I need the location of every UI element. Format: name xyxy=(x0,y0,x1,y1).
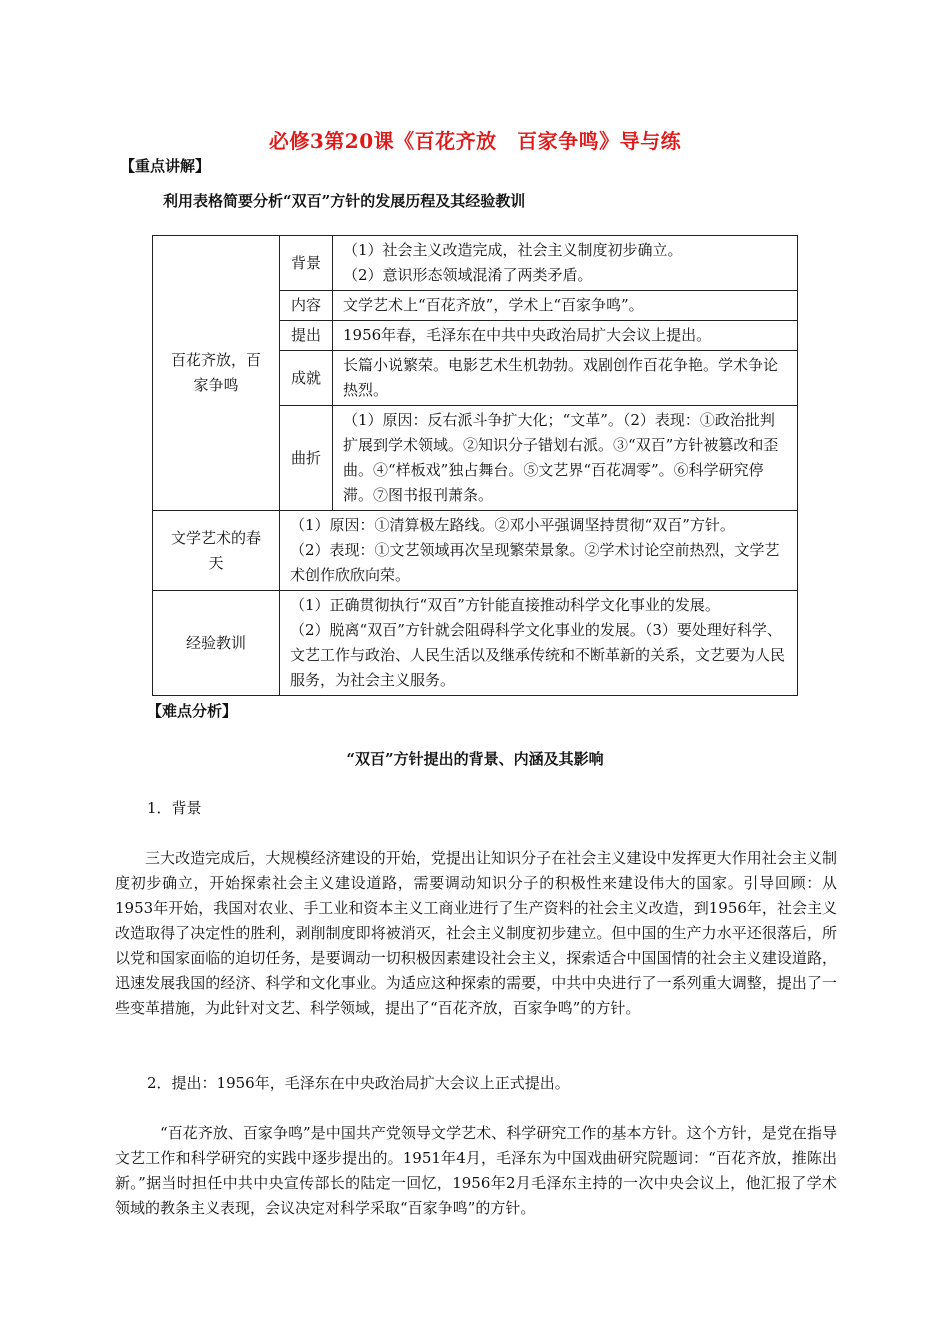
section-label-difficulty: 【难点分析】 xyxy=(147,702,238,720)
row-content xyxy=(333,236,798,291)
row-label: 内容 xyxy=(280,291,333,321)
spring-label-cell: 文学艺术的春天 xyxy=(153,511,280,591)
section-label-key-points: 【重点讲解】 xyxy=(120,157,211,175)
row-label: 曲折 xyxy=(280,406,333,511)
section2-heading: “双百”方针提出的背景、内涵及其影响 xyxy=(346,750,604,768)
spring-content: （1）原因：①清算极左路线。②邓小平强调坚持贯彻“双百”方针。 （2）表现：①文艺领域再次呈现繁荣景象。②学术讨论空前热烈，文学艺术创作欣欣向荣。 xyxy=(280,511,798,591)
table-heading: 利用表格简要分析“双百”方针的发展历程及其经验教训 xyxy=(163,192,526,210)
row-content: 文学艺术上“百花齐放”，学术上“百家争鸣”。 xyxy=(333,291,798,321)
row-content: 1956年春，毛泽东在中共中央政治局扩大会议上提出。 xyxy=(333,321,798,351)
table-row xyxy=(153,591,798,696)
lesson-content: （1）正确贯彻执行“双百”方针能直接推动科学文化事业的发展。 （2）脱离“双百”方针就会阻碍科学文化事业的发展。（3）要处理好科学、文艺工作与政治、人民生活以及继承传统和不断革新的关系，文艺要为人民服务，为社会主义服务。 xyxy=(280,591,798,696)
item-1-heading: 1．背景 xyxy=(147,799,202,817)
background-content: （1）社会主义改造完成，社会主义制度初步确立。 （2）意识形态领域混淆了两类矛盾。 xyxy=(343,241,683,284)
row-label: 提出 xyxy=(280,321,333,351)
item-2-heading: 2．提出：1956年，毛泽东在中央政治局扩大会议上正式提出。 xyxy=(147,1074,570,1092)
group-label-cell: 百花齐放，百家争鸣 xyxy=(153,236,280,511)
table-row xyxy=(153,511,798,591)
row-label: 成就 xyxy=(280,351,333,406)
lesson-label-cell: 经验教训 xyxy=(153,591,280,696)
row-content: 长篇小说繁荣。电影艺术生机勃勃。戏剧创作百花争艳。学术争论热烈。 xyxy=(333,351,798,406)
paragraph-proposal: “百花齐放、百家争鸣”是中国共产党领导文学艺术、科学研究工作的基本方针。这个方针，是党在指导文艺工作和科学研究的实践中逐步提出的。1951年4月，毛泽东为中国戏曲研究院题词：“百花齐放，推陈出新。”据当时担任中共中央宣传部长的陆定一回忆，1956年2月毛泽东主持的一次中央会议上，他汇报了学术领域的教条主义表现，会议决定对科学采取“百家争鸣”的方针。 xyxy=(115,1124,837,1217)
page-title: 必修3第20课《百花齐放 百家争鸣》导与练 xyxy=(268,129,682,153)
row-content: （1）原因：反右派斗争扩大化；“文革”。（2）表现：①政治批判扩展到学术领域。②知识分子错划右派。③“双百”方针被篡改和歪曲。④“样板戏”独占舞台。⑤文艺界“百花凋零”。⑥科学研究停滞。⑦图书报刊萧条。 xyxy=(333,406,798,511)
analysis-table xyxy=(152,235,798,696)
paragraph-background: 三大改造完成后，大规模经济建设的开始，党提出让知识分子在社会主义建设中发挥更大作用社会主义制度初步确立，开始探索社会主义建设道路，需要调动知识分子的积极性来建设伟大的国家。引导回顾：从1953年开始，我国对农业、手工业和资本主义工商业进行了生产资料的社会主义改造，到1956年，社会主义改造取得了决定性的胜利，剥削制度即将被消灭，社会主义制度初步建立。但中国的生产力水平还很落后，所以党和国家面临的迫切任务，是要调动一切积极因素建设社会主义，探索适合中国国情的社会主义建设道路，迅速发展我国的经济、科学和文化事业。为适应这种探索的需要，中共中央进行了一系列重大调整，提出了一些变革措施，为此针对文艺、科学领域，提出了“百花齐放，百家争鸣”的方针。 xyxy=(115,849,837,1017)
row-label: 背景 xyxy=(280,236,333,291)
table-row xyxy=(153,236,798,291)
